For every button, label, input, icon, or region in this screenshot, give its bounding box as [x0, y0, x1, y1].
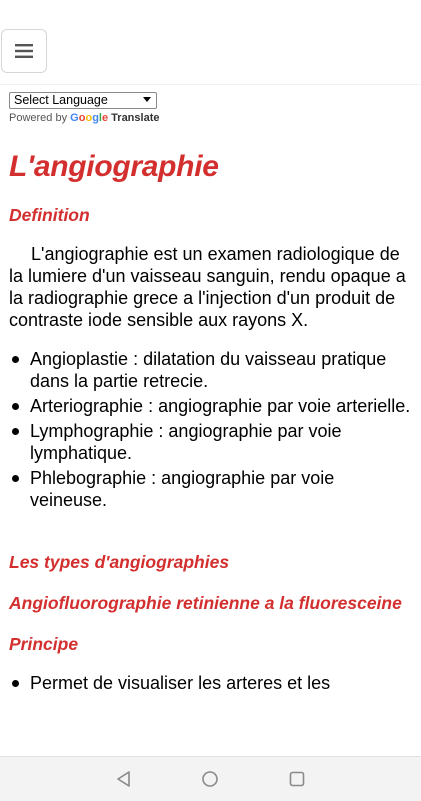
menu-button[interactable] [1, 29, 47, 73]
terms-list [9, 348, 413, 511]
translate-word: Translate [111, 112, 160, 124]
system-navigation-bar [0, 756, 421, 801]
list-item: Angioplastie : dilatation du vaisseau pratique dans la partie retrecie. [9, 348, 413, 392]
angiofluorographie-heading: Angiofluorographie retinienne a la fluoresceine [9, 593, 402, 613]
dropdown-arrow-icon [143, 97, 151, 102]
page-title: L'angiographie [9, 150, 219, 183]
definition-paragraph: L'angiographie est un examen radiologique de la lumiere d'un vaisseau sanguin, rendu opaque a la radiographie grece a l'injection d'un produit de contraste iode sensible aux rayons X. [9, 244, 406, 330]
language-select-label: Select Language [14, 93, 108, 107]
hamburger-menu-icon [15, 44, 33, 58]
square-recents-icon[interactable] [287, 769, 307, 789]
list-item: Phlebographie : angiographie par voie veineuse. [9, 467, 413, 511]
principe-heading: Principe [9, 634, 79, 654]
google-logo[interactable]: Google [70, 112, 109, 124]
language-select[interactable] [9, 92, 157, 109]
types-heading: Les types d'angiographies [9, 552, 230, 572]
google-translate-widget [9, 92, 159, 124]
principe-list [9, 672, 413, 694]
definition-heading: Definition [9, 205, 90, 225]
triangle-back-icon[interactable] [114, 769, 134, 789]
list-item: Lymphographie : angiographie par voie lymphatique. [9, 420, 413, 464]
circle-home-icon[interactable] [200, 769, 220, 789]
top-bar [0, 0, 421, 85]
article-content [9, 144, 413, 694]
list-item: Permet de visualiser les arteres et les [9, 672, 413, 694]
list-item: Arteriographie : angiographie par voie arterielle. [9, 395, 413, 417]
powered-by-text: Powered by [9, 112, 68, 124]
powered-by-google [9, 112, 159, 124]
